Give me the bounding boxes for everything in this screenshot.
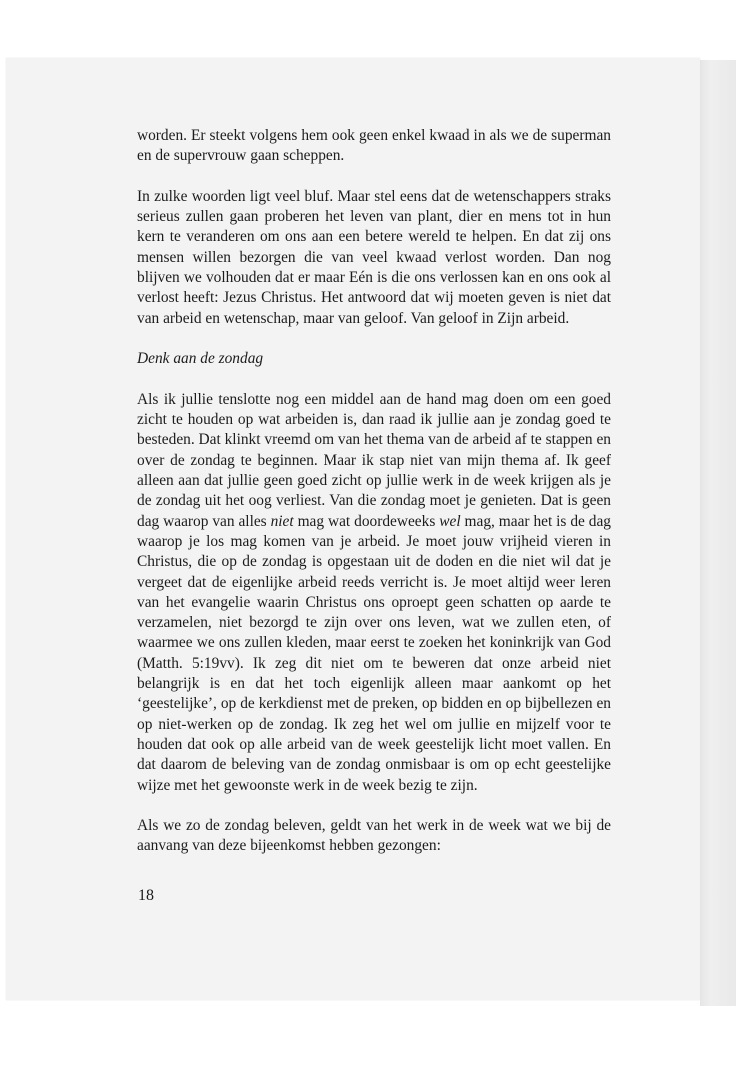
page-number: 18 [138, 887, 154, 904]
paragraph-3 [137, 390, 611, 796]
paragraph-1: worden. Er steekt volgens hem ook geen enkel kwaad in als we de superman en de supervrouw gaan scheppen. [137, 127, 611, 165]
paragraph-3-part-2: mag wat doordeweeks [293, 512, 440, 530]
paragraph-2: In zulke woorden ligt veel bluf. Maar stel eens dat de wetenschappers straks serieus zullen gaan proberen het leven van plant, dier en mens tot in hun kern te veranderen om ons aan een betere wereld te helpen. En dat zij ons mensen willen bezorgen die van veel kwaad verlost worden. Dan nog blijven we volhouden dat er maar Eén is die ons verlossen kan en ons ook al verlost heeft: Jezus Christus. Het antwoord dat wij moeten geven is niet dat van arbeid en wetenschap, maar van geloof. Van geloof in Zijn arbeid. [137, 187, 611, 327]
page-edge [700, 60, 736, 1006]
paragraph-3-part-3: mag, maar het is de dag waarop je los mag komen van je arbeid. Je moet jouw vrijheid vieren in Christus, die op de zondag is opgestaan uit de doden en die niet wil dat je vergeet dat de eigenlijke arbeid reeds verricht is. Je moet altijd weer leren van het evangelie waarin Christus ons oproept geen schatten op aarde te verzamelen, niet bezorgd te zijn over ons leven, wat we zullen eten, of waarmee we ons zullen kleden, maar eerst te zoeken het koninkrijk van God (Matth. 5:19vv). Ik zeg dit niet om te beweren dat onze arbeid niet belangrijk is en dat het toch eigenlijk alleen maar aankomt op het ‘geestelijke’, op de kerkdienst met de preken, op bidden en op bijbellezen en op niet-werken op de zondag. Ik zeg het wel om jullie en mijzelf voor te houden dat ook op alle arbeid van de week geestelijk licht moet vallen. En dat daarom de beleving van de zondag onmisbaar is om op echt geestelijke wijze met het gewoonste werk in de week bezig te zijn. [137, 512, 611, 794]
emphasis-niet: niet [270, 512, 294, 530]
paragraph-4: Als we zo de zondag beleven, geldt van het werk in de week wat we bij de aanvang van deze bijeenkomst hebben gezongen: [137, 817, 611, 855]
emphasis-wel: wel [439, 512, 461, 530]
paragraph-3-part-1: Als ik jullie tenslotte nog een middel aan de hand mag doen om een goed zicht te houden op wat arbeiden is, dan raad ik jullie aan je zondag goed te besteden. Dat klinkt vreemd om van het thema van de arbeid af te stappen en over de zondag te beginnen. Maar ik stap niet van mijn thema af. Ik geef alleen aan dat jullie geen goed zicht op jullie werk in de week krijgen als je de zondag uit het oog verliest. Van die zondag moet je genieten. Dat is geen dag waarop van alles [137, 390, 611, 530]
section-heading: Denk aan de zondag [137, 350, 264, 368]
body-text [137, 126, 611, 877]
